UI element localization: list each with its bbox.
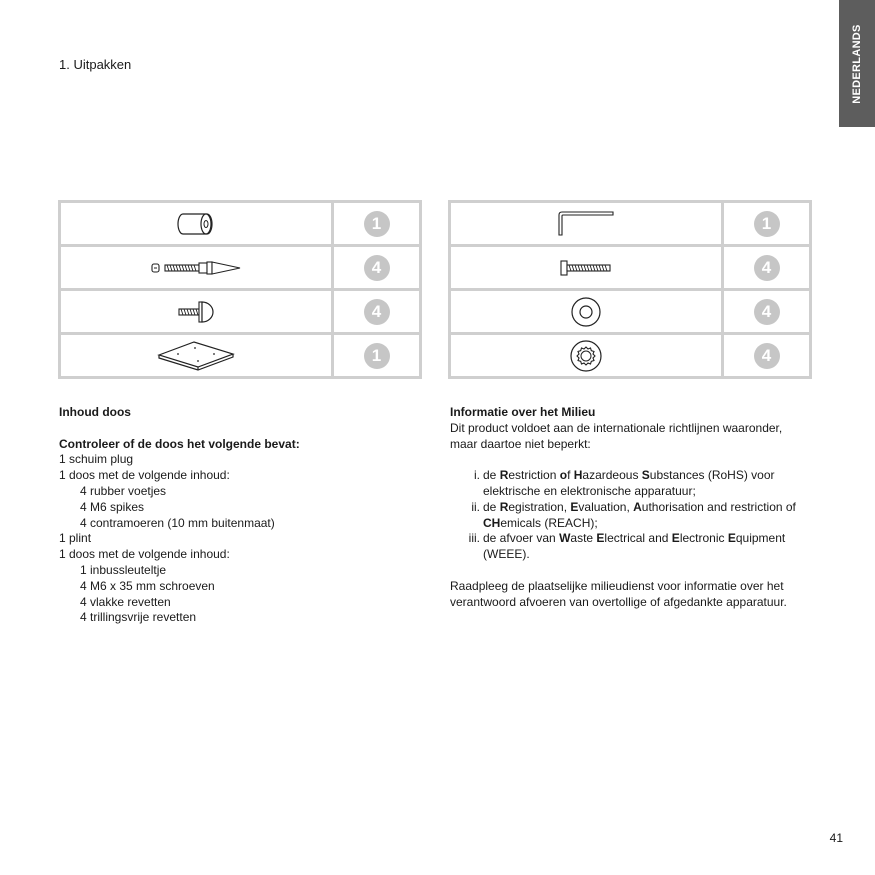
- part-count-cell: [333, 202, 421, 246]
- part-image-cell: [450, 290, 723, 334]
- list-number: i.: [474, 468, 480, 483]
- part-image-cell: [60, 334, 333, 378]
- contents-list: [59, 452, 399, 626]
- list-item: 1 inbussleuteltje: [80, 562, 167, 577]
- environment-section: [450, 405, 820, 610]
- box-contents-section: [59, 405, 399, 626]
- list-item: 1 doos met de volgende inhoud:: [59, 547, 230, 562]
- table-row: [60, 334, 421, 378]
- environment-closing-line: verantwoord afvoeren van overtollige of afgedankte apparatuur.: [450, 594, 787, 609]
- list-text: egistration,: [508, 499, 571, 514]
- plinth-icon: [156, 338, 236, 374]
- list-text: uthorisation and restriction of: [641, 499, 796, 514]
- table-row: [450, 202, 811, 246]
- part-count-cell: [723, 290, 811, 334]
- count-badge: 4: [754, 255, 780, 281]
- acronym-letter: S: [641, 468, 650, 483]
- environment-heading: Informatie over het Milieu: [450, 405, 596, 419]
- environment-closing-line: Raadpleeg de plaatselijke milieudienst voor informatie over het: [450, 578, 784, 593]
- count-badge: 4: [364, 255, 390, 281]
- parts-table-right: [448, 200, 812, 379]
- part-count-cell: [333, 334, 421, 378]
- list-item: 1 schuim plug: [59, 452, 134, 467]
- part-count-cell: [723, 202, 811, 246]
- list-item: [450, 531, 820, 563]
- table-row: [60, 246, 421, 290]
- count-badge: 4: [364, 299, 390, 325]
- acronym-letter: o: [559, 468, 568, 483]
- acronym-letter: W: [559, 531, 571, 546]
- count-badge: 1: [364, 211, 390, 237]
- acronym-letter: E: [570, 499, 579, 514]
- list-text: de afvoer van: [483, 531, 560, 546]
- count-badge: 1: [364, 343, 390, 369]
- table-row: [450, 290, 811, 334]
- list-text: f: [567, 468, 574, 483]
- list-text: aste: [570, 531, 597, 546]
- list-item: 4 rubber voetjes: [80, 483, 167, 498]
- table-row: [450, 334, 811, 378]
- part-image-cell: [450, 246, 723, 290]
- parts-table-left: [58, 200, 422, 379]
- part-image-cell: [450, 334, 723, 378]
- count-badge: 1: [754, 211, 780, 237]
- list-item: 4 M6 spikes: [80, 499, 145, 514]
- section-title: 1. Uitpakken: [59, 57, 132, 72]
- part-count-cell: [723, 334, 811, 378]
- list-text: valuation,: [578, 499, 634, 514]
- acronym-letter: A: [633, 499, 642, 514]
- list-text: ubstances (RoHS) voor elektrische en elektronische apparatuur;: [483, 468, 775, 498]
- environment-intro-line: maar daartoe niet beperkt:: [450, 436, 591, 451]
- list-text: de: [483, 499, 500, 514]
- list-number: ii.: [471, 499, 480, 514]
- screw-icon: [558, 259, 614, 277]
- count-badge: 4: [754, 299, 780, 325]
- list-text: lectrical and: [604, 531, 672, 546]
- list-number: iii.: [468, 531, 480, 546]
- spike-icon: [150, 259, 242, 277]
- acronym-letter: R: [499, 468, 509, 483]
- part-image-cell: [450, 202, 723, 246]
- acronym-letter: CH: [483, 515, 501, 530]
- list-item: 4 vlakke revetten: [80, 594, 171, 609]
- list-text: lectronic: [679, 531, 728, 546]
- contents-heading: Inhoud doos: [59, 405, 131, 419]
- part-count-cell: [333, 246, 421, 290]
- count-badge: 4: [754, 343, 780, 369]
- list-item: 1 plint: [59, 531, 92, 546]
- page-number: 41: [829, 831, 843, 845]
- rubber-foot-icon: [175, 299, 217, 325]
- list-item: 4 contramoeren (10 mm buitenmaat): [80, 515, 275, 530]
- list-item: [450, 500, 820, 532]
- lock-washer-icon: [569, 339, 603, 373]
- acronym-letter: H: [573, 468, 583, 483]
- list-item: 4 trillingsvrije revetten: [80, 610, 197, 625]
- language-tab: [839, 0, 875, 127]
- list-text: estriction: [508, 468, 560, 483]
- environment-intro-line: Dit product voldoet aan de internationale richtlijnen waaronder,: [450, 420, 783, 435]
- part-image-cell: [60, 246, 333, 290]
- list-text: quipment (WEEE).: [483, 531, 786, 562]
- acronym-letter: R: [499, 499, 509, 514]
- part-count-cell: [333, 290, 421, 334]
- allen-key-icon: [556, 211, 616, 237]
- language-label: NEDERLANDS: [851, 23, 863, 104]
- list-item: 4 M6 x 35 mm schroeven: [80, 578, 215, 593]
- flat-washer-icon: [570, 296, 602, 328]
- acronym-letter: E: [727, 531, 736, 546]
- table-row: [60, 290, 421, 334]
- list-item: [450, 468, 820, 500]
- table-row: [60, 202, 421, 246]
- acronym-letter: E: [671, 531, 680, 546]
- foam-plug-icon: [176, 210, 216, 238]
- table-row: [450, 246, 811, 290]
- list-text: emicals (REACH);: [500, 515, 598, 530]
- contents-subheading: Controleer of de doos het volgende bevat:: [59, 436, 300, 451]
- list-text: de: [483, 468, 500, 483]
- list-text: azardeous: [582, 468, 642, 483]
- part-count-cell: [723, 246, 811, 290]
- acronym-letter: E: [596, 531, 605, 546]
- part-image-cell: [60, 202, 333, 246]
- directives-list: [450, 468, 820, 563]
- list-item: 1 doos met de volgende inhoud:: [59, 468, 230, 483]
- part-image-cell: [60, 290, 333, 334]
